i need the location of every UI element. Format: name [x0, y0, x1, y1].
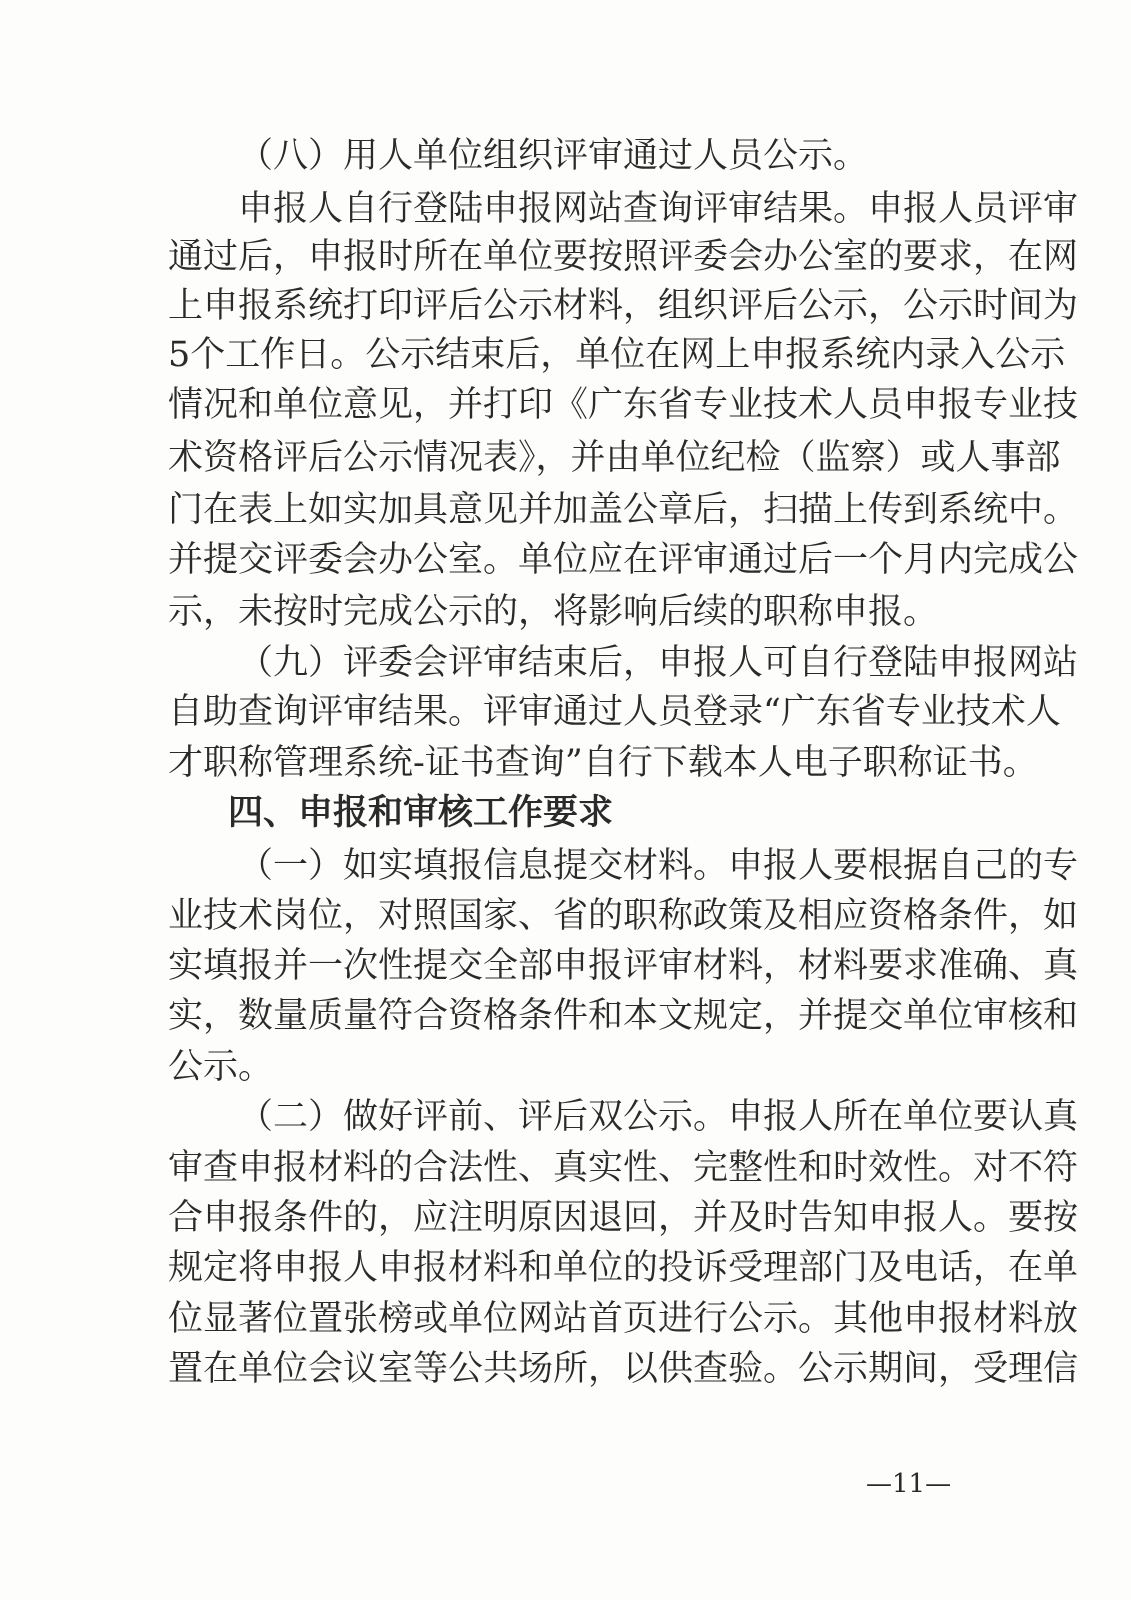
paragraph-line: 实填报并一次性提交全部申报评审材料，材料要求准确、真	[168, 946, 1079, 986]
paragraph-8-title: （八）用人单位组织评审通过人员公示。	[238, 136, 869, 176]
paragraph-line: 5个工作日。公示结束后，单位在网上申报系统内录入公示	[168, 335, 1066, 375]
paragraph-line: 上申报系统打印评后公示材料，组织评后公示，公示时间为	[168, 286, 1079, 326]
paragraph-line: 申报人自行登陆申报网站查询评审结果。申报人员评审	[238, 189, 1079, 229]
paragraph-line: 门在表上如实加具意见并加盖公章后，扫描上传到系统中。	[168, 490, 1079, 530]
paragraph-9-title: （九）评委会评审结束后，申报人可自行登陆申报网站	[238, 643, 1079, 683]
paragraph-line: 并提交评委会办公室。单位应在评审通过后一个月内完成公	[168, 540, 1079, 580]
paragraph-line: 业技术岗位，对照国家、省的职称政策及相应资格条件，如	[168, 896, 1079, 936]
paragraph-line: 规定将申报人申报材料和单位的投诉受理部门及电话，在单	[168, 1248, 1079, 1288]
paragraph-line: 通过后，申报时所在单位要按照评委会办公室的要求，在网	[168, 237, 1079, 277]
paragraph-1-title: （一）如实填报信息提交材料。申报人要根据自己的专	[238, 846, 1079, 886]
paragraph-2-title: （二）做好评前、评后双公示。申报人所在单位要认真	[238, 1097, 1079, 1137]
paragraph-line: 审查申报材料的合法性、真实性、完整性和时效性。对不符	[168, 1148, 1079, 1188]
paragraph-line: 位显著位置张榜或单位网站首页进行公示。其他申报材料放	[168, 1299, 1079, 1339]
section-heading: 四、申报和审核工作要求	[228, 793, 614, 833]
paragraph-line: 术资格评后公示情况表》，并由单位纪检（监察）或人事部	[168, 438, 1061, 478]
paragraph-line: 情况和单位意见，并打印《广东省专业技术人员申报专业技	[168, 385, 1079, 425]
paragraph-line: 示，未按时完成公示的，将影响后续的职称申报。	[168, 592, 939, 632]
paragraph-line: 才职称管理系统-证书查询”自行下载本人电子职称证书。	[168, 743, 1038, 783]
paragraph-line: 置在单位会议室等公共场所，以供查验。公示期间，受理信	[168, 1349, 1079, 1389]
paragraph-line: 公示。	[168, 1047, 274, 1087]
paragraph-line: 合申报条件的，应注明原因退回，并及时告知申报人。要按	[168, 1198, 1079, 1238]
paragraph-line: 自助查询评审结果。评审通过人员登录“广东省专业技术人	[168, 692, 1061, 732]
page-number: —11—	[866, 1469, 952, 1499]
paragraph-line: 实，数量质量符合资格条件和本文规定，并提交单位审核和	[168, 996, 1079, 1036]
